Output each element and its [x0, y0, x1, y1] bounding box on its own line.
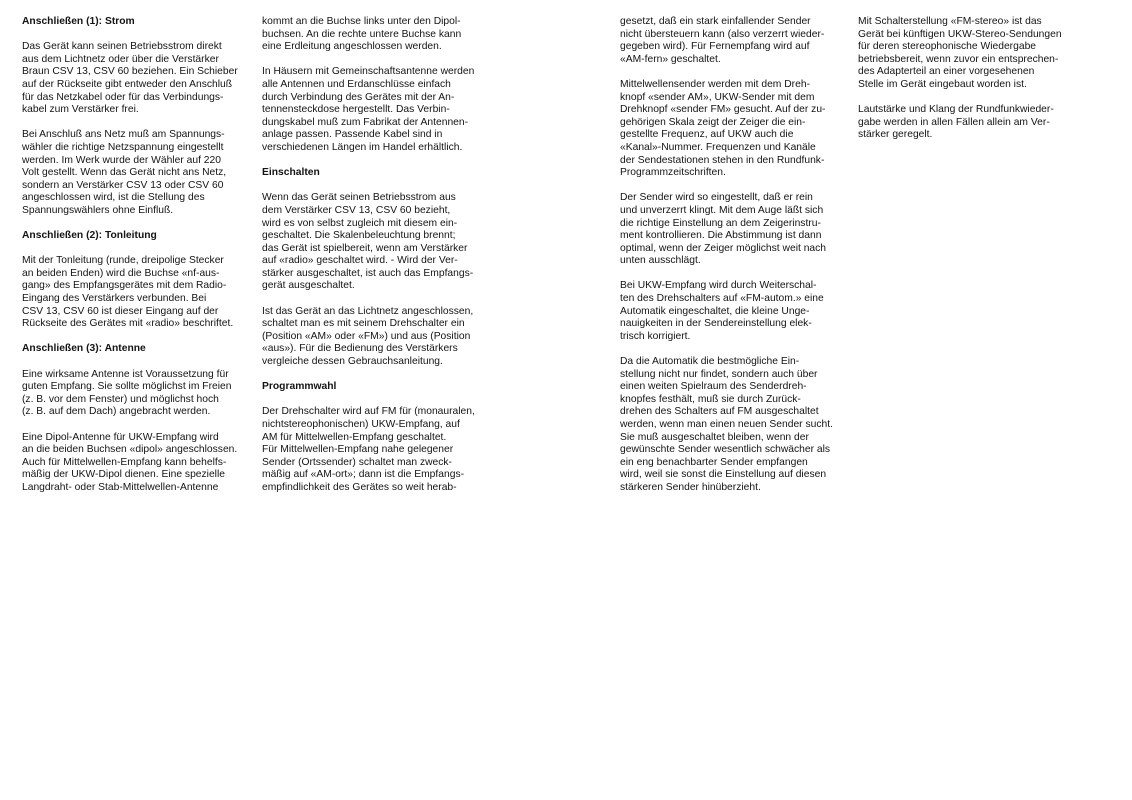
- paragraph: kommt an die Buchse links unter den Dipol- buchsen. An die rechte untere Buchse kann eine Erdleitung angeschlossen werden.: [262, 16, 462, 53]
- section-heading: Programmwahl: [262, 381, 337, 393]
- paragraph: Da die Automatik die bestmögliche Ein- stellung nicht nur findet, sondern auch über einen weiten Spielraum des Senderdreh- knopfes festhält, muß sie durch Zurück- drehen des Schalters auf FM ausgeschaltet werden, wenn man einen neuen Sender sucht. Sie muß ausgeschaltet bleiben, wenn der gewünschte Sender wesentlich schwächer als ein eng benachbarter Sender empfangen wird, weil sie sonst die Einstellung auf diesen stärkeren Sender hinüberzieht.: [620, 356, 833, 493]
- paragraph: Mittelwellensender werden mit dem Dreh- knopf «sender AM», UKW-Sender mit dem Drehknopf «sender FM» gesucht. Auf der zu- gehörigen Skala zeigt der Zeiger die ein- gestellte Frequenz, auf UKW auch die «Kanal»-Nummer. Frequenzen und Kanäle der Sendestationen stehen in den Rundfunk- Programmzeitschriften.: [620, 78, 826, 179]
- text-column-2: [262, 16, 494, 507]
- paragraph: Mit Schalterstellung «FM-stereo» ist das Gerät bei künftigen UKW-Stereo-Sendungen für deren stereophonische Wiedergabe betriebsbereit, wenn zuvor ein entsprechen- des Adapterteil an einer vorgesehenen Stelle im Gerät eingebaut worden ist.: [858, 16, 1062, 90]
- paragraph: Ist das Gerät an das Lichtnetz angeschlossen, schaltet man es mit seinem Drehschalter ein (Position «AM» oder «FM») und aus (Position «aus»). Für die Bedienung des Verstärkers vergleiche dessen Gebrauchsanleitung.: [262, 305, 474, 368]
- text-column-1: [22, 16, 252, 507]
- paragraph: gesetzt, daß ein stark einfallender Sender nicht übersteuern kann (also verzerrt wieder- gegeben wird). Für Fernempfang wird auf «AM-fern» geschaltet.: [620, 16, 825, 65]
- text-column-4: [858, 16, 1090, 155]
- section-heading: Anschließen (3): Antenne: [22, 343, 146, 355]
- paragraph: Eine Dipol-Antenne für UKW-Empfang wird an die beiden Buchsen «dipol» angeschlossen. Auch für Mittelwellen-Empfang kann behelfs- mäßig der UKW-Dipol dienen. Eine spezielle Langdraht- oder Stab-Mittelwellen-Antenne: [22, 431, 238, 493]
- paragraph: Das Gerät kann seinen Betriebsstrom direkt aus dem Lichtnetz oder über die Verstärker Braun CSV 13, CSV 60 beziehen. Ein Schieber auf der Rückseite gibt entweder den Anschluß für das Netzkabel oder für das Verbindungs- kabel zum Verstärker frei.: [22, 41, 238, 116]
- section-heading: Anschließen (1): Strom: [22, 16, 135, 27]
- paragraph: Der Sender wird so eingestellt, daß er rein und unverzerrt klingt. Mit dem Auge läßt sich die richtige Einstellung an dem Zeigerinstru- ment kontrollieren. Die Abstimmung ist dann optimal, wenn der Zeiger möglichst weit nach unten ausschlägt.: [620, 192, 827, 267]
- paragraph: Mit der Tonleitung (runde, dreipolige Stecker an beiden Enden) wird die Buchse «nf-aus- gang» des Empfangsgerätes mit dem Radio- Eingang des Verstärkers verbunden. Bei CSV 13, CSV 60 ist dieser Eingang auf der Rückseite des Gerätes mit «radio» beschriftet.: [22, 255, 234, 330]
- paragraph: Bei UKW-Empfang wird durch Weiterschal- ten des Drehschalters auf «FM-autom.» eine Automatik eingeschaltet, die kleine Unge- nauigkeiten in der Sendereinstellung elek- trisch korrigiert.: [620, 280, 824, 342]
- paragraph: Wenn das Gerät seinen Betriebsstrom aus dem Verstärker CSV 13, CSV 60 bezieht, wird es von selbst zugleich mit diesem ein- geschaltet. Die Skalenbeleuchtung brennt; das Gerät ist spielbereit, wenn am Verstärker auf «radio» geschaltet wird. - Wird der Ver- stärker ausgeschaltet, ist auch das Empfangs- gerät ausgeschaltet.: [262, 192, 474, 292]
- paragraph: Der Drehschalter wird auf FM für (monauralen, nichtstereophonischen) UKW-Empfang, auf AM für Mittelwellen-Empfang geschaltet. Für Mittelwellen-Empfang nahe gelegener Sender (Ortssender) schaltet man zweck- mäßig auf «AM-ort»; dann ist die Empfangs- empfindlichkeit des Gerätes so weit herab-: [262, 406, 475, 493]
- text-column-3: [620, 16, 850, 507]
- paragraph: Bei Anschluß ans Netz muß am Spannungs- wähler die richtige Netzspannung eingestellt werden. Im Werk wurde der Wähler auf 220 Volt gestellt. Wenn das Gerät nicht ans Netz, sondern an Verstärker CSV 13 oder CSV 60 angeschlossen wird, ist die Stellung des Spannungswählers ohne Einfluß.: [22, 129, 227, 216]
- paragraph: In Häusern mit Gemeinschaftsantenne werden alle Antennen und Erdanschlüsse einfach durch Verbindung des Gerätes mit der An- tennensteckdose hergestellt. Das Verbin- dungskabel muß zum Fabrikat der Antennen- anlage passen. Passende Kabel sind in verschiedenen Längen im Handel erhältlich.: [262, 66, 475, 153]
- section-heading: Anschließen (2): Tonleitung: [22, 230, 157, 242]
- paragraph: Eine wirksame Antenne ist Voraussetzung für guten Empfang. Sie sollte möglichst im Freien (z. B. vor dem Fenster) und möglichst hoch (z. B. auf dem Dach) angebracht werden.: [22, 368, 232, 418]
- paragraph: Lautstärke und Klang der Rundfunkwieder- gabe werden in allen Fällen allein am Ver- stärker geregelt.: [858, 104, 1054, 141]
- section-heading: Einschalten: [262, 167, 320, 179]
